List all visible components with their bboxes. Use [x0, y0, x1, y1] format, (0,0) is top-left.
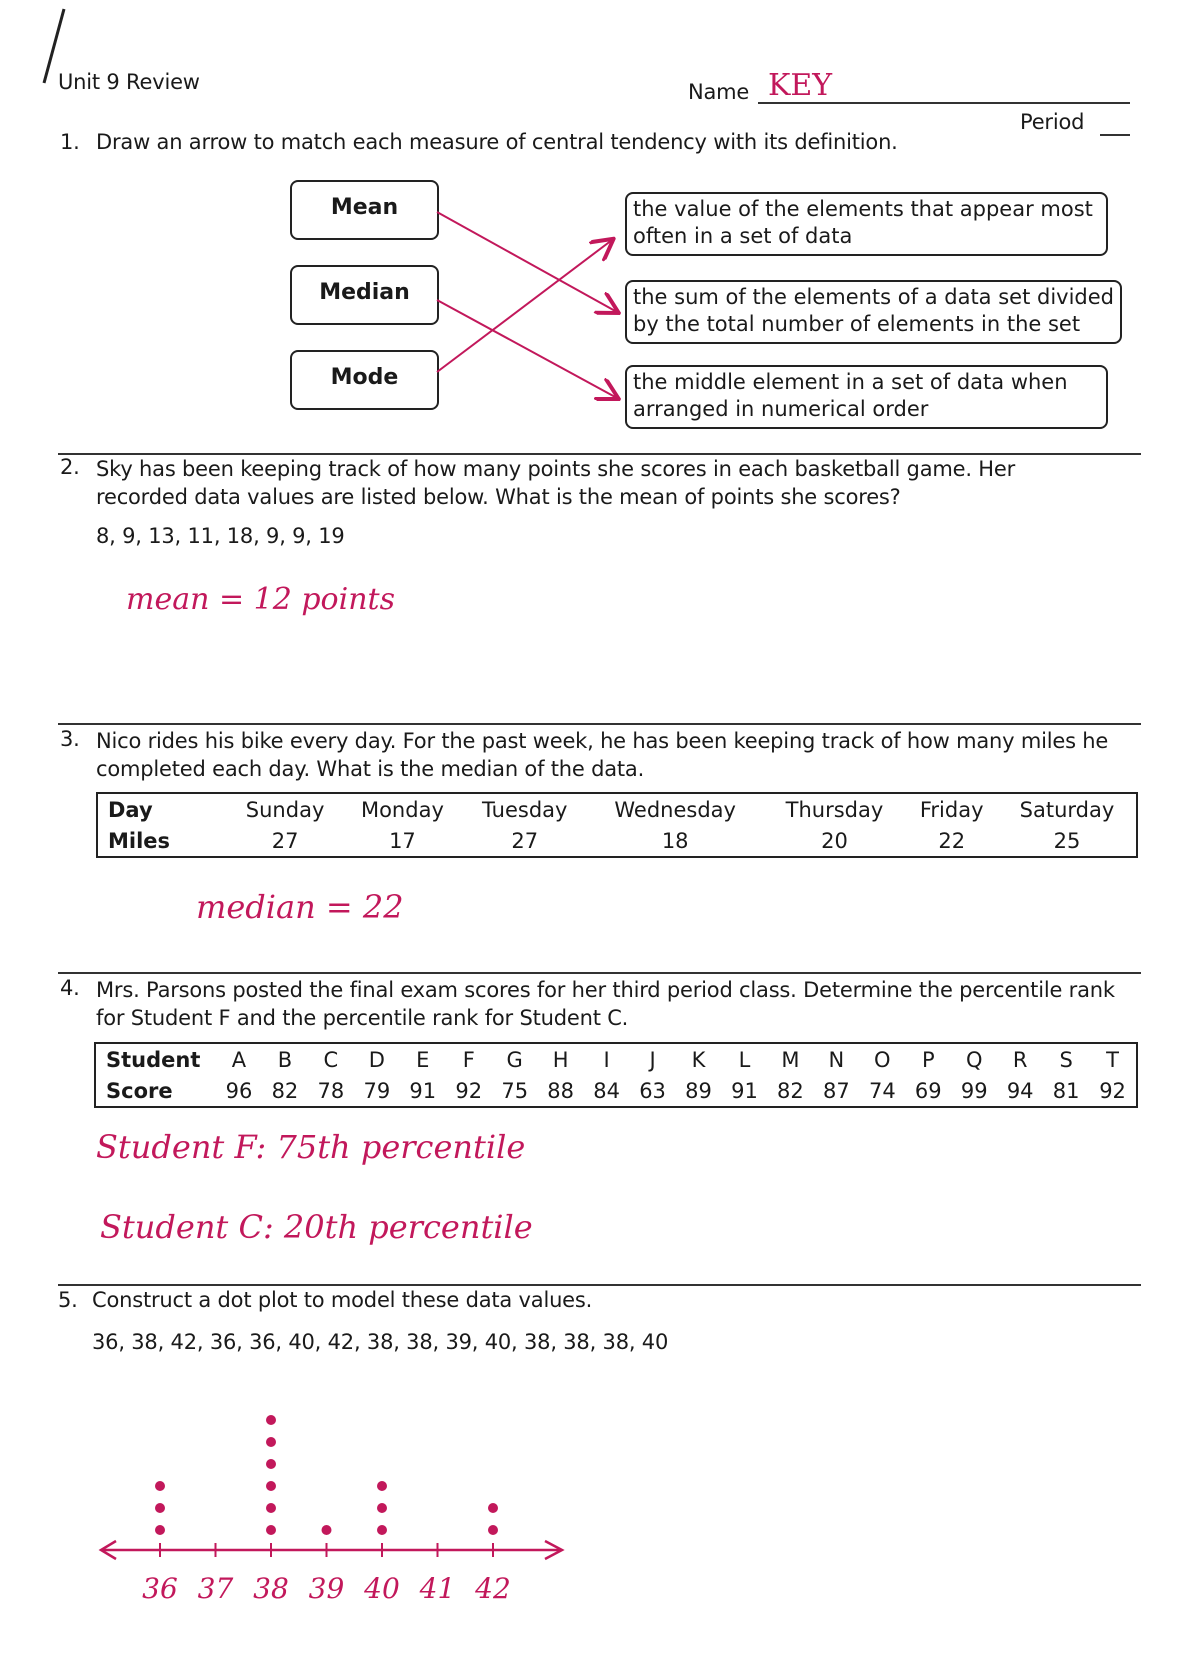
data-dot — [488, 1503, 498, 1513]
tick-label: 38 — [253, 1572, 289, 1605]
score-cell: 84 — [593, 1078, 620, 1103]
matching-arrows — [0, 0, 1200, 440]
data-dot — [155, 1503, 165, 1513]
score-cell: 87 — [823, 1078, 850, 1103]
day-cell: Saturday — [1019, 797, 1115, 822]
student-cell: K — [691, 1047, 706, 1072]
definition-mode: the value of the elements that appear most often in a set of data — [625, 192, 1108, 256]
row-label-score: Score — [106, 1078, 173, 1103]
day-cell: Monday — [360, 797, 444, 822]
student-cell: Q — [965, 1047, 983, 1072]
score-cell: 69 — [914, 1078, 942, 1103]
q4-number: 4. — [60, 976, 80, 1000]
miles-cell: 27 — [271, 828, 299, 853]
q2-number: 2. — [60, 455, 80, 479]
student-cell: B — [277, 1047, 293, 1072]
student-cell: H — [552, 1047, 569, 1072]
q2-prompt: Sky has been keeping track of how many points she scores in each basketball game. Her recorded data values are listed below. What is the mean of points she scores? — [96, 457, 1016, 509]
divider-2 — [58, 723, 1141, 725]
divider-4 — [58, 1284, 1141, 1286]
student-cell: D — [368, 1047, 385, 1072]
name-label: Name — [688, 80, 750, 104]
student-cell: I — [603, 1047, 610, 1072]
scores-table — [94, 1042, 1138, 1108]
student-cell: N — [828, 1047, 845, 1072]
q5-number: 5. — [58, 1288, 78, 1312]
table-row-days — [97, 793, 1137, 825]
data-dot — [377, 1525, 387, 1535]
student-cell: A — [231, 1047, 247, 1072]
table-row-students — [95, 1043, 1137, 1075]
score-cell: 88 — [547, 1078, 575, 1103]
q3-answer: median = 22 — [196, 888, 404, 926]
miles-cell: 27 — [511, 828, 539, 853]
score-cell: 74 — [868, 1078, 896, 1103]
score-cell: 82 — [777, 1078, 804, 1103]
name-value: KEY — [768, 68, 833, 103]
q4-answer-f: Student F: 75th percentile — [96, 1128, 526, 1166]
score-cell: 92 — [1099, 1078, 1126, 1103]
q2-data: 8, 9, 13, 11, 18, 9, 9, 19 — [96, 524, 345, 548]
table-row-miles — [97, 825, 1137, 857]
period-label: Period — [1020, 110, 1085, 134]
unit-title: Unit 9 Review — [58, 70, 200, 94]
day-cell: Friday — [919, 797, 984, 822]
definition-mean: the sum of the elements of a data set divided by the total number of elements in the set — [625, 280, 1122, 344]
q4-prompt: Mrs. Parsons posted the final exam scores for her third period class. Determine the percentile rank for Student F and the percentile rank for Student C. — [96, 978, 1115, 1030]
q4-answer-c: Student C: 20th percentile — [100, 1208, 533, 1246]
miles-table — [96, 792, 1138, 858]
data-dot — [266, 1503, 276, 1513]
student-cell: E — [416, 1047, 430, 1072]
score-cell: 94 — [1006, 1078, 1034, 1103]
miles-cell: 25 — [1053, 828, 1081, 853]
term-mode: Mode — [290, 350, 439, 410]
score-cell: 92 — [455, 1078, 483, 1103]
table-row-scores — [95, 1075, 1137, 1107]
student-cell: S — [1059, 1047, 1073, 1072]
q1-number: 1. — [60, 130, 80, 154]
data-dot — [322, 1525, 332, 1535]
definition-median: the middle element in a set of data when arranged in numerical order — [625, 365, 1108, 429]
row-label-miles: Miles — [108, 828, 171, 853]
miles-cell: 18 — [661, 828, 689, 853]
dot-plot — [0, 1380, 640, 1620]
student-cell: M — [781, 1047, 800, 1072]
q3-prompt: Nico rides his bike every day. For the past week, he has been keeping track of how many miles he completed each day. What is the median of the data. — [96, 729, 1109, 781]
miles-cell: 22 — [938, 828, 966, 853]
student-cell: L — [738, 1047, 751, 1072]
score-cell: 81 — [1052, 1078, 1080, 1103]
arrow-median — [437, 300, 617, 398]
day-cell: Sunday — [245, 797, 325, 822]
tick-label: 40 — [364, 1572, 400, 1605]
score-cell: 89 — [685, 1078, 712, 1103]
day-cell: Thursday — [785, 797, 884, 822]
miles-cell: 20 — [821, 828, 848, 853]
tick-label: 41 — [419, 1572, 456, 1605]
data-dot — [377, 1481, 387, 1491]
q3-number: 3. — [60, 727, 80, 751]
score-cell: 99 — [960, 1078, 988, 1103]
day-cell: Tuesday — [482, 797, 568, 822]
data-dot — [266, 1415, 276, 1425]
q1-prompt: Draw an arrow to match each measure of central tendency with its definition. — [96, 130, 898, 154]
student-cell: O — [874, 1047, 891, 1072]
score-cell: 75 — [501, 1078, 529, 1103]
q5-prompt: Construct a dot plot to model these data values. — [92, 1288, 593, 1312]
day-cell: Wednesday — [614, 797, 736, 822]
data-dot — [266, 1525, 276, 1535]
divider-3 — [58, 972, 1141, 974]
arrow-mean — [437, 212, 617, 312]
row-label-student: Student — [106, 1047, 201, 1072]
score-cell: 96 — [225, 1078, 253, 1103]
student-cell: C — [323, 1047, 339, 1072]
term-mean: Mean — [290, 180, 439, 240]
student-cell: G — [506, 1047, 523, 1072]
data-dot — [266, 1481, 276, 1491]
score-cell: 79 — [363, 1078, 391, 1103]
score-cell: 78 — [317, 1078, 345, 1103]
score-cell: 82 — [271, 1078, 299, 1103]
data-dot — [266, 1437, 276, 1447]
student-cell: P — [921, 1047, 935, 1072]
score-cell: 91 — [409, 1078, 437, 1103]
student-cell: J — [649, 1047, 656, 1072]
data-dot — [155, 1525, 165, 1535]
data-dot — [488, 1525, 498, 1535]
data-dot — [266, 1459, 276, 1469]
score-cell: 91 — [731, 1078, 758, 1103]
student-cell: T — [1106, 1047, 1119, 1072]
data-dot — [155, 1481, 165, 1491]
data-dot — [377, 1503, 387, 1513]
student-cell: R — [1012, 1047, 1028, 1072]
student-cell: F — [462, 1047, 475, 1072]
score-cell: 63 — [639, 1078, 666, 1103]
term-median: Median — [290, 265, 439, 325]
tick-label: 36 — [142, 1572, 178, 1605]
miles-cell: 17 — [389, 828, 416, 853]
q5-data: 36, 38, 42, 36, 36, 40, 42, 38, 38, 39, 40, 38, 38, 38, 40 — [92, 1330, 669, 1354]
row-label-day: Day — [108, 797, 153, 822]
q2-answer: mean = 12 points — [126, 582, 395, 617]
tick-label: 39 — [308, 1572, 345, 1605]
tick-label: 37 — [197, 1572, 234, 1605]
tick-label: 42 — [475, 1572, 511, 1605]
